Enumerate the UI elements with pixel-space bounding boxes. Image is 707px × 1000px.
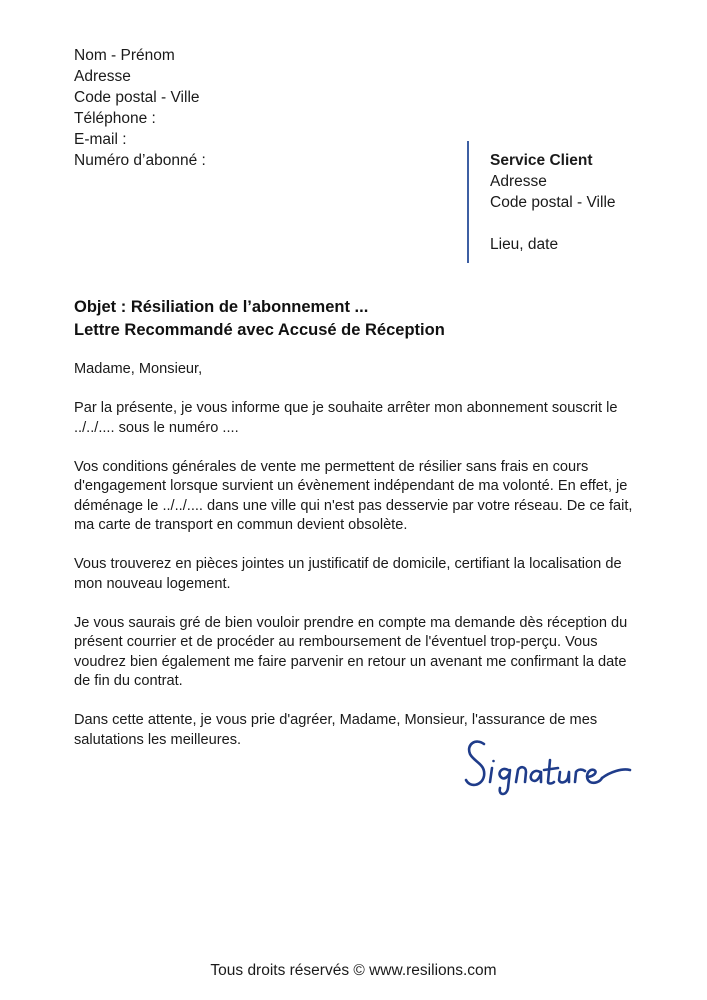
sender-email: E-mail : [74, 131, 127, 148]
recipient-address: Adresse [490, 173, 547, 190]
recipient-block [490, 150, 616, 255]
sender-name: Nom - Prénom [74, 47, 175, 64]
paragraph-closing: Dans cette attente, je vous prie d'agréer, Madame, Monsieur, l'assurance de mes salutations les meilleures. [74, 712, 598, 748]
subject-line: Objet : Résiliation de l’abonnement ... [74, 298, 369, 316]
recipient-spacer [490, 213, 616, 234]
subject-block [74, 296, 445, 342]
letter-body [74, 360, 634, 770]
paragraph-intro: Par la présente, je vous informe que je souhaite arrêter mon abonnement souscrit le ../../.... sous le numéro .... [74, 400, 618, 436]
paragraph-request: Je vous saurais gré de bien vouloir prendre en compte ma demande dès réception du présent courrier et de procéder au remboursement de l'éventuel trop-perçu. Vous voudrez bien également me faire parvenir en retour un avenant me confirmant la date de fin du contrat. [74, 614, 628, 689]
place-date: Lieu, date [490, 236, 559, 253]
handwritten-signature [462, 730, 642, 800]
sender-subscriber-number: Numéro d’abonné : [74, 152, 206, 169]
sender-phone: Téléphone : [74, 110, 156, 127]
registered-letter-line: Lettre Recommandé avec Accusé de Réception [74, 321, 445, 339]
vertical-divider [467, 141, 469, 263]
recipient-postal: Code postal - Ville [490, 194, 616, 211]
paragraph-attachments: Vous trouverez en pièces jointes un justificatif de domicile, certifiant la localisation de mon nouveau logement. [74, 556, 622, 592]
salutation: Madame, Monsieur, [74, 361, 203, 377]
sender-block [74, 45, 206, 171]
copyright-footer: Tous droits réservés © www.resilions.com [210, 962, 497, 979]
paragraph-conditions: Vos conditions générales de vente me permettent de résilier sans frais en cours d'engagement lorsque survient un évènement indépendant de ma volonté. En effet, je déménage le ../../.... dans une ville qui n'est pas desservie par votre réseau. De ce fait, ma carte de transport en commun devient obsolète. [74, 458, 633, 533]
sender-address: Adresse [74, 68, 131, 85]
sender-postal: Code postal - Ville [74, 89, 200, 106]
recipient-name: Service Client [490, 152, 593, 169]
